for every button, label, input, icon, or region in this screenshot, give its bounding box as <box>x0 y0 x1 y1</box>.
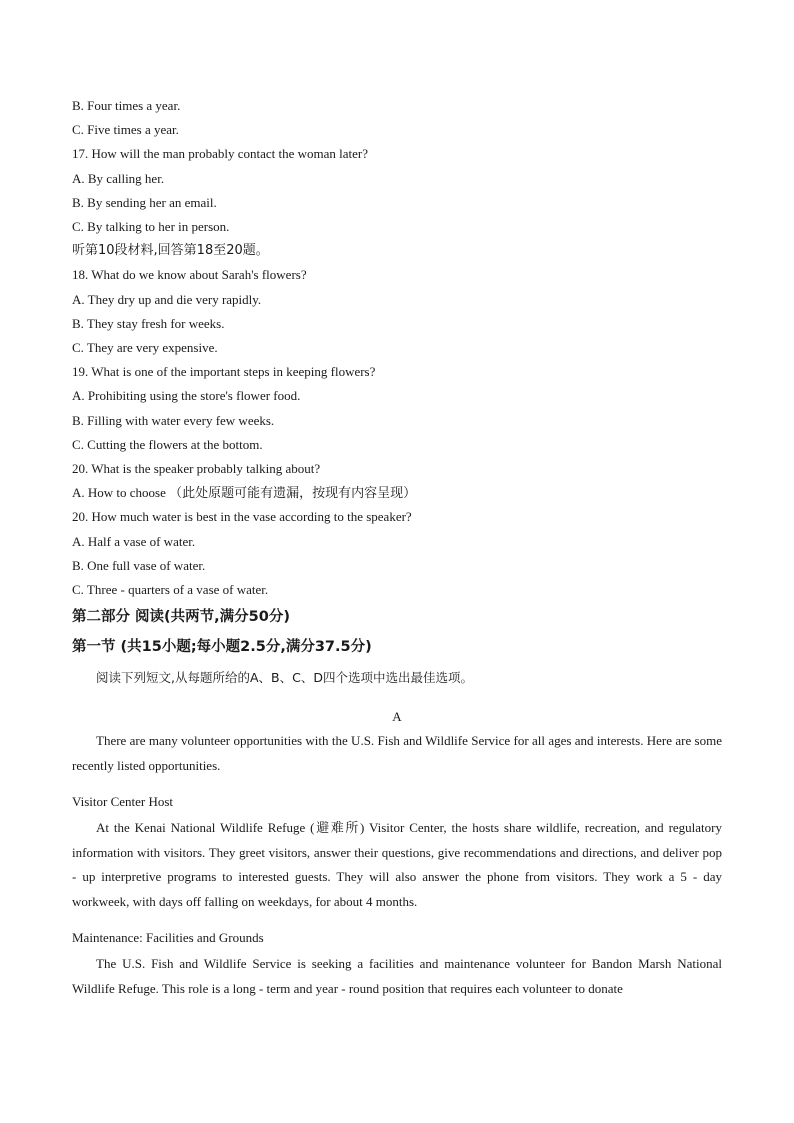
passage-section1-text: At the Kenai National Wildlife Refuge (避难所) Visitor Center, the hosts share wildlife, recreation, and regulatory information with visitors. They greet visitors, answer their questions, give recommendations and directions, and deliver pop - up interpretive programs to interested guests. They will also answer the phone from visitors. They work a 5 - day workweek, with days off falling on weekdays, for about 4 months. <box>72 820 722 909</box>
passage-section2-text: The U.S. Fish and Wildlife Service is seeking a facilities and maintenance volunteer for Bandon Marsh National Wildlife Refuge. This role is a long - term and year - round position that requires each volunteer to donate <box>72 956 722 996</box>
q18-option-c: C. They are very expensive. <box>72 340 218 356</box>
exam-page <box>72 94 722 1001</box>
q16-option-b: B. Four times a year. <box>72 98 181 113</box>
q17-option-b: B. By sending her an email. <box>72 194 217 210</box>
q20b-option-c: C. Three - quarters of a vase of water. <box>72 582 269 598</box>
q19-option-b: B. Filling with water every few weeks. <box>72 412 275 428</box>
q17-option-c: C. By talking to her in person. <box>72 219 230 235</box>
q19-option-c: C. Cutting the flowers at the bottom. <box>72 436 263 452</box>
q18-option-a: A. They dry up and die very rapidly. <box>72 291 262 307</box>
passage-section1-heading: Visitor Center Host <box>72 794 174 810</box>
q19-option-a: A. Prohibiting using the store's flower food. <box>72 388 301 404</box>
reading-instruction: 阅读下列短文,从每题所给的A、B、C、D四个选项中选出最佳选项。 <box>96 670 473 686</box>
q17-question: 17. How will the man probably contact the woman later? <box>72 146 369 162</box>
q20a-question: 20. What is the speaker probably talking about? <box>72 461 321 477</box>
q20b-option-b: B. One full vase of water. <box>72 557 206 573</box>
part2-title: 第二部分 阅读(共两节,满分50分) <box>72 609 290 626</box>
q19-question: 19. What is one of the important steps in keeping flowers? <box>72 364 376 380</box>
passage-section2-heading: Maintenance: Facilities and Grounds <box>72 930 264 946</box>
q20a-option-a: A. How to choose （此处原题可能有遗漏，按现有内容呈现） <box>72 485 417 501</box>
q17-option-a: A. By calling her. <box>72 170 165 186</box>
passage-intro: There are many volunteer opportunities with the U.S. Fish and Wildlife Service for all ages and interests. Here are some recently listed opportunities. <box>72 733 722 773</box>
q20b-option-a: A. Half a vase of water. <box>72 533 196 549</box>
section1-title: 第一节 (共15小题;每小题2.5分,满分37.5分) <box>72 639 372 656</box>
passage-label: A <box>392 709 402 725</box>
listen-instruction: 听第10段材料,回答第18至20题。 <box>72 243 269 259</box>
q18-option-b: B. They stay fresh for weeks. <box>72 315 225 331</box>
q16-option-c: C. Five times a year. <box>72 122 179 138</box>
q20b-question: 20. How much water is best in the vase according to the speaker? <box>72 509 412 525</box>
q18-question: 18. What do we know about Sarah's flowers? <box>72 267 307 283</box>
